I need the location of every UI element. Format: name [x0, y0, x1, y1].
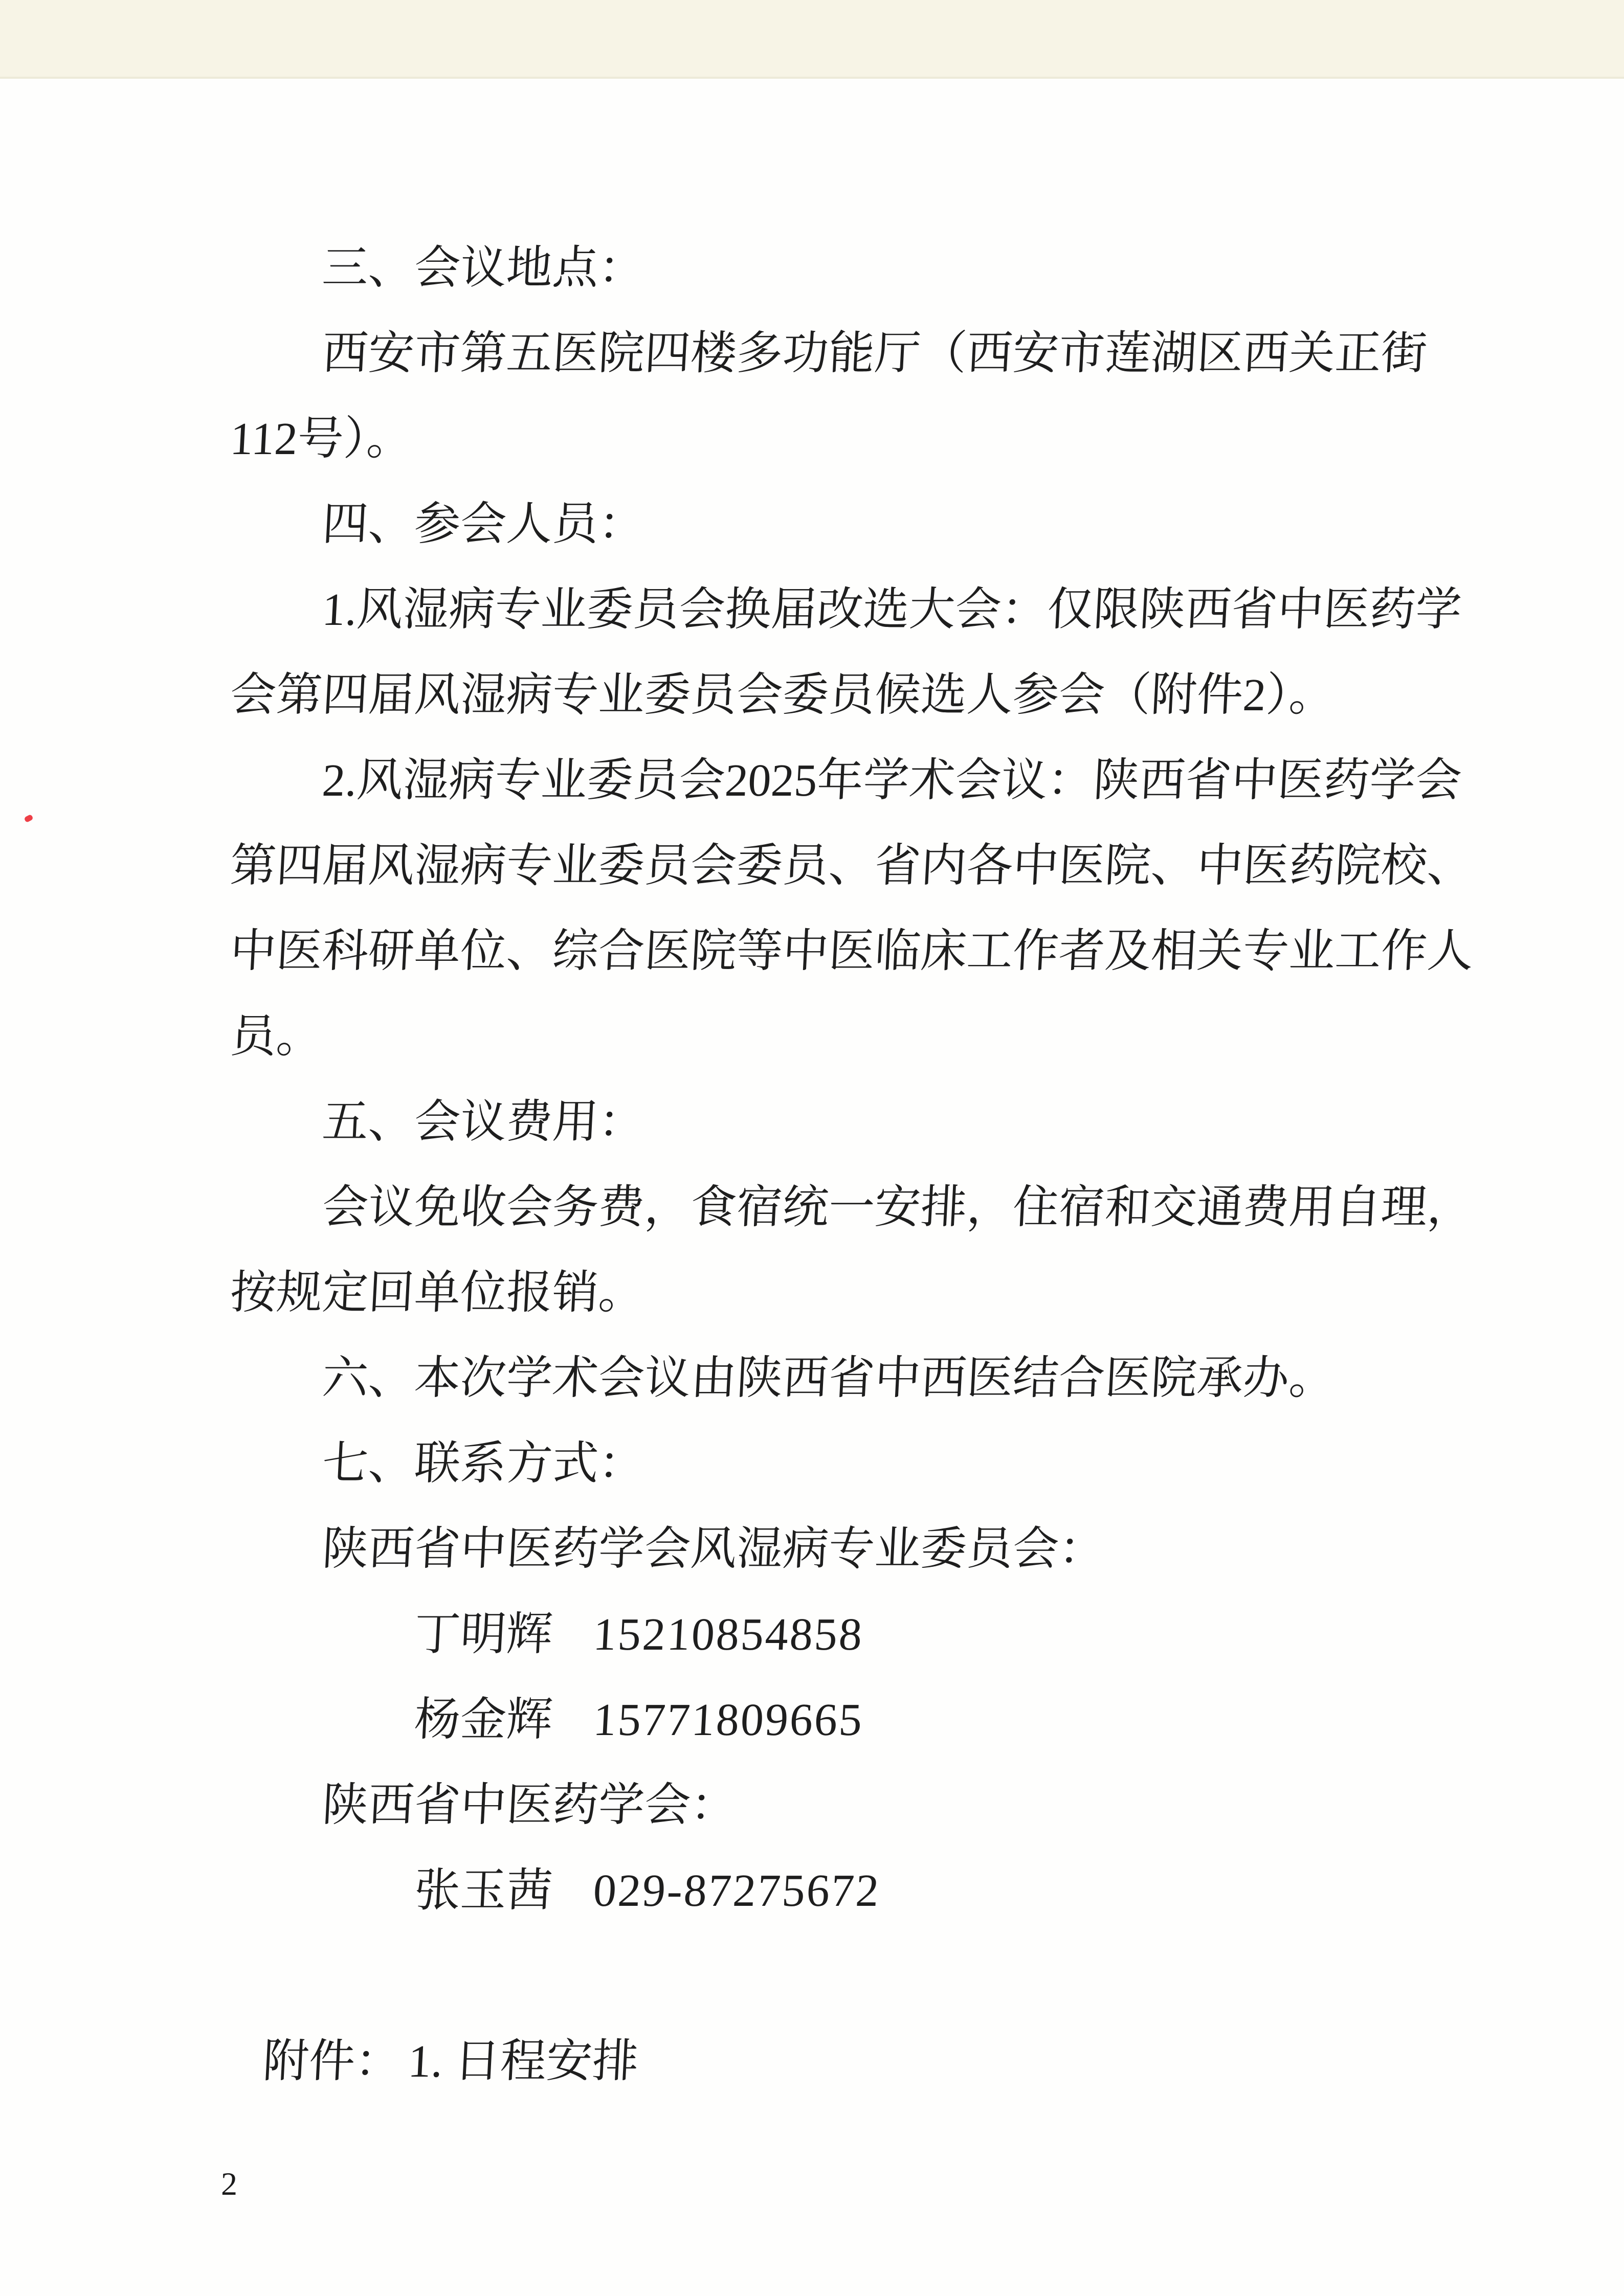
section3-heading: 三、会议地点：	[321, 243, 646, 294]
attachment-line	[228, 2019, 1404, 2104]
document-body	[229, 226, 1475, 2104]
attachment-label: 附件：	[261, 2036, 403, 2087]
red-ink-mark	[24, 814, 33, 823]
contact-row	[228, 1677, 1404, 1763]
contact-row	[228, 1592, 1404, 1677]
contact-phone: 15210854858	[592, 1609, 865, 1660]
section5-heading: 五、会议费用：	[321, 1097, 646, 1147]
page-number: 2	[221, 2166, 237, 2202]
section4-item2-line2: 第四届风湿病专业委员会委员、省内各中医院、中医药院校、	[229, 841, 1475, 891]
section4-item2-line4: 员。	[229, 1011, 324, 1062]
contact-row	[228, 1848, 1404, 1933]
section3-body-line1: 西安市第五医院四楼多功能厅（西安市莲湖区西关正街	[321, 328, 1429, 379]
section4-heading: 四、参会人员：	[321, 499, 646, 550]
contact-phone: 029-87275672	[592, 1865, 882, 1916]
section4-item1-line1: 1.风湿病专业委员会换届改选大会：仅限陕西省中医药学	[321, 584, 1463, 635]
contact-name: 杨金辉	[413, 1695, 554, 1745]
contact-phone: 15771809665	[592, 1695, 865, 1745]
section7-org-rheumatology-committee: 陕西省中医药学会风湿病专业委员会：	[321, 1524, 1106, 1574]
section3-body-line2: 112号）。	[229, 414, 414, 464]
contact-name: 张玉茜	[413, 1865, 554, 1916]
section6-line: 六、本次学术会议由陕西省中西医结合医院承办。	[321, 1353, 1337, 1404]
section7-org-tcm-society: 陕西省中医药学会：	[321, 1780, 738, 1831]
contact-name: 丁明辉	[413, 1609, 554, 1660]
section4-item1-line2: 会第四届风湿病专业委员会委员候选人参会（附件2）。	[229, 670, 1337, 721]
section5-body-line1: 会议免收会务费，食宿统一安排，住宿和交通费用自理，	[321, 1182, 1475, 1233]
section5-body-line2: 按规定回单位报销。	[229, 1268, 646, 1318]
section7-heading: 七、联系方式：	[321, 1438, 646, 1489]
attachment-item: 1. 日程安排	[407, 2036, 640, 2087]
scan-edge-band	[0, 0, 1624, 79]
section4-item2-line1: 2.风湿病专业委员会2025年学术会议：陕西省中医药学会	[321, 755, 1463, 806]
section4-item2-line3: 中医科研单位、综合医院等中医临床工作者及相关专业工作人	[229, 926, 1475, 977]
